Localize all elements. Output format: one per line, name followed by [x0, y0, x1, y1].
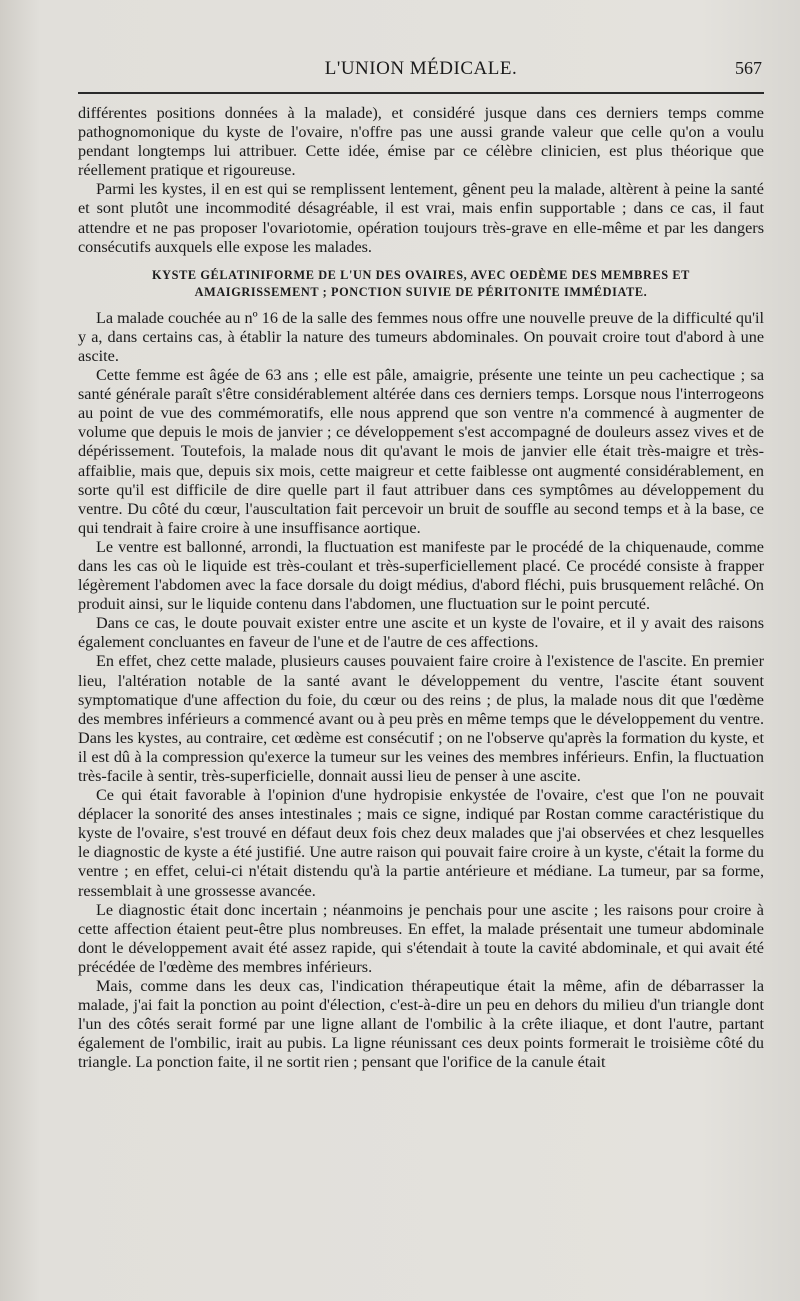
article-body [78, 104, 764, 1073]
section-title [78, 267, 764, 301]
running-head: L'UNION MÉDICALE. [324, 58, 518, 79]
paragraph: Ce qui était favorable à l'opinion d'une hydropisie enkystée de l'ovaire, c'est que l'on ne pouvait déplacer la sonorité des anses intestinales ; mais ce signe, indiqué par Rostan comme caractéristique du kyste de l'ovaire, s'est trouvé en défaut deux fois chez deux malades que j'ai observées et chez lesquelles le diagnostic de kyste a été justifié. Une autre raison qui pouvait faire croire à un kyste, c'était la forme du ventre ; en effet, celui-ci n'était distendu qu'à la partie antérieure et médiane. La tumeur, par sa forme, ressemblait à une grossesse avancée. [78, 786, 764, 900]
paragraph: Dans ce cas, le doute pouvait exister entre une ascite et un kyste de l'ovaire, et il y avait des raisons également concluantes en faveur de l'une et de l'autre de ces affections. [78, 614, 764, 652]
paragraph: différentes positions données à la malade), et considéré jusque dans ces derniers temps comme pathognomonique du kyste de l'ovaire, n'offre pas une aussi grande valeur que celle qu'on a voulu pendant longtemps lui attribuer. Cette idée, émise par ce célèbre clinicien, est plus théorique que réellement pratique et rigoureuse. [78, 104, 764, 180]
paragraph: Le ventre est ballonné, arrondi, la fluctuation est manifeste par le procédé de la chiquenaude, comme dans les cas où le liquide est très-coulant et très-superficiellement placé. Ce procédé consiste à frapper légèrement l'abdomen avec la face dorsale du doigt médius, d'abord fléchi, puis brusquement relâché. On produit ainsi, sur le liquide contenu dans l'abdomen, une fluctuation sur le point percuté. [78, 537, 764, 614]
paragraph: Parmi les kystes, il en est qui se remplissent lentement, gênent peu la malade, altèrent à peine la santé et sont plutôt une incommodité désagréable, il est vrai, mais enfin supportable ; dans ce cas, il faut attendre et ne pas proposer l'ovariotomie, opération toujours très-grave en elle-même et par les dangers consécutifs auxquels elle expose les malades. [78, 180, 764, 256]
paragraph: Mais, comme dans les deux cas, l'indication thérapeutique était la même, afin de débarrasser la malade, j'ai fait la ponction au point d'élection, c'est-à-dire un peu en dehors du milieu d'un triangle dont l'un des côtés serait formé par une ligne allant de l'ombilic à la crête iliaque, et dont l'autre, partant également de l'ombilic, irait au pubis. La ligne réunissant ces deux points formerait le troisième côté du triangle. La ponction faite, il ne sortit rien ; pensant que l'orifice de la canule était [78, 977, 764, 1072]
section-title-line: KYSTE GÉLATINIFORME DE L'UN DES OVAIRES, AVEC OEDÈME DES MEMBRES ET [152, 267, 690, 282]
paragraph: Cette femme est âgée de 63 ans ; elle est pâle, amaigrie, présente une teinte un peu cachectique ; sa santé générale paraît s'être considérablement altérée dans ces derniers temps. Lorsque nous l'interrogeons au point de vue des commémoratifs, elle nous apprend que son ventre n'a commencé à augmenter de volume que depuis le mois de janvier ; ce développement s'est accompagné de douleurs assez vives et de dépérissement. Toutefois, la malade nous dit qu'avant le mois de janvier elle était très-maigre et très-affaiblie, mais que, depuis six mois, cette maigreur et cette faiblesse ont augmenté considérablement, en sorte qu'il est difficile de dire quelle part il faut attribuer dans ces symptômes au développement du ventre. Du côté du cœur, l'auscultation fait percevoir un bruit de souffle au second temps et à la base, ce qui tendrait à faire croire à une insuffisance aortique. [78, 366, 764, 537]
section-title-line: AMAIGRISSEMENT ; PONCTION SUIVIE DE PÉRITONITE IMMÉDIATE. [194, 284, 648, 299]
page-header [78, 54, 764, 84]
paragraph: La malade couchée au nº 16 de la salle des femmes nous offre une nouvelle preuve de la difficulté qu'il y a, dans certains cas, à établir la nature des tumeurs abdominales. On pouvait croire tout d'abord à une ascite. [78, 308, 764, 365]
paragraph: Le diagnostic était donc incertain ; néanmoins je penchais pour une ascite ; les raisons pour croire à cette affection étaient peut-être plus nombreuses. En effet, la malade présentait une tumeur abdominale dont le développement avait été assez rapide, qui s'étendait à toute la cavité abdominale, et qui avait été précédée de l'œdème des membres inférieurs. [78, 900, 764, 976]
header-rule [78, 92, 764, 94]
page-number: 567 [735, 58, 762, 78]
paragraph: En effet, chez cette malade, plusieurs causes pouvaient faire croire à l'existence de l'ascite. En premier lieu, l'altération notable de la santé avant le développement du ventre, l'ascite étant souvent symptomatique d'une affection du foie, du cœur ou des reins ; de plus, la malade nous dit que l'œdème des membres inférieurs a commencé avant ou à peu près en même temps que le développement du ventre. Dans les kystes, au contraire, cet œdème est consécutif ; on ne l'observe qu'après la formation du kyste, et il est dû à la compression qu'exerce la tumeur sur les veines des membres inférieurs. Enfin, la fluctuation très-facile à sentir, très-superficielle, donnait aussi lieu de penser à une ascite. [78, 652, 764, 785]
